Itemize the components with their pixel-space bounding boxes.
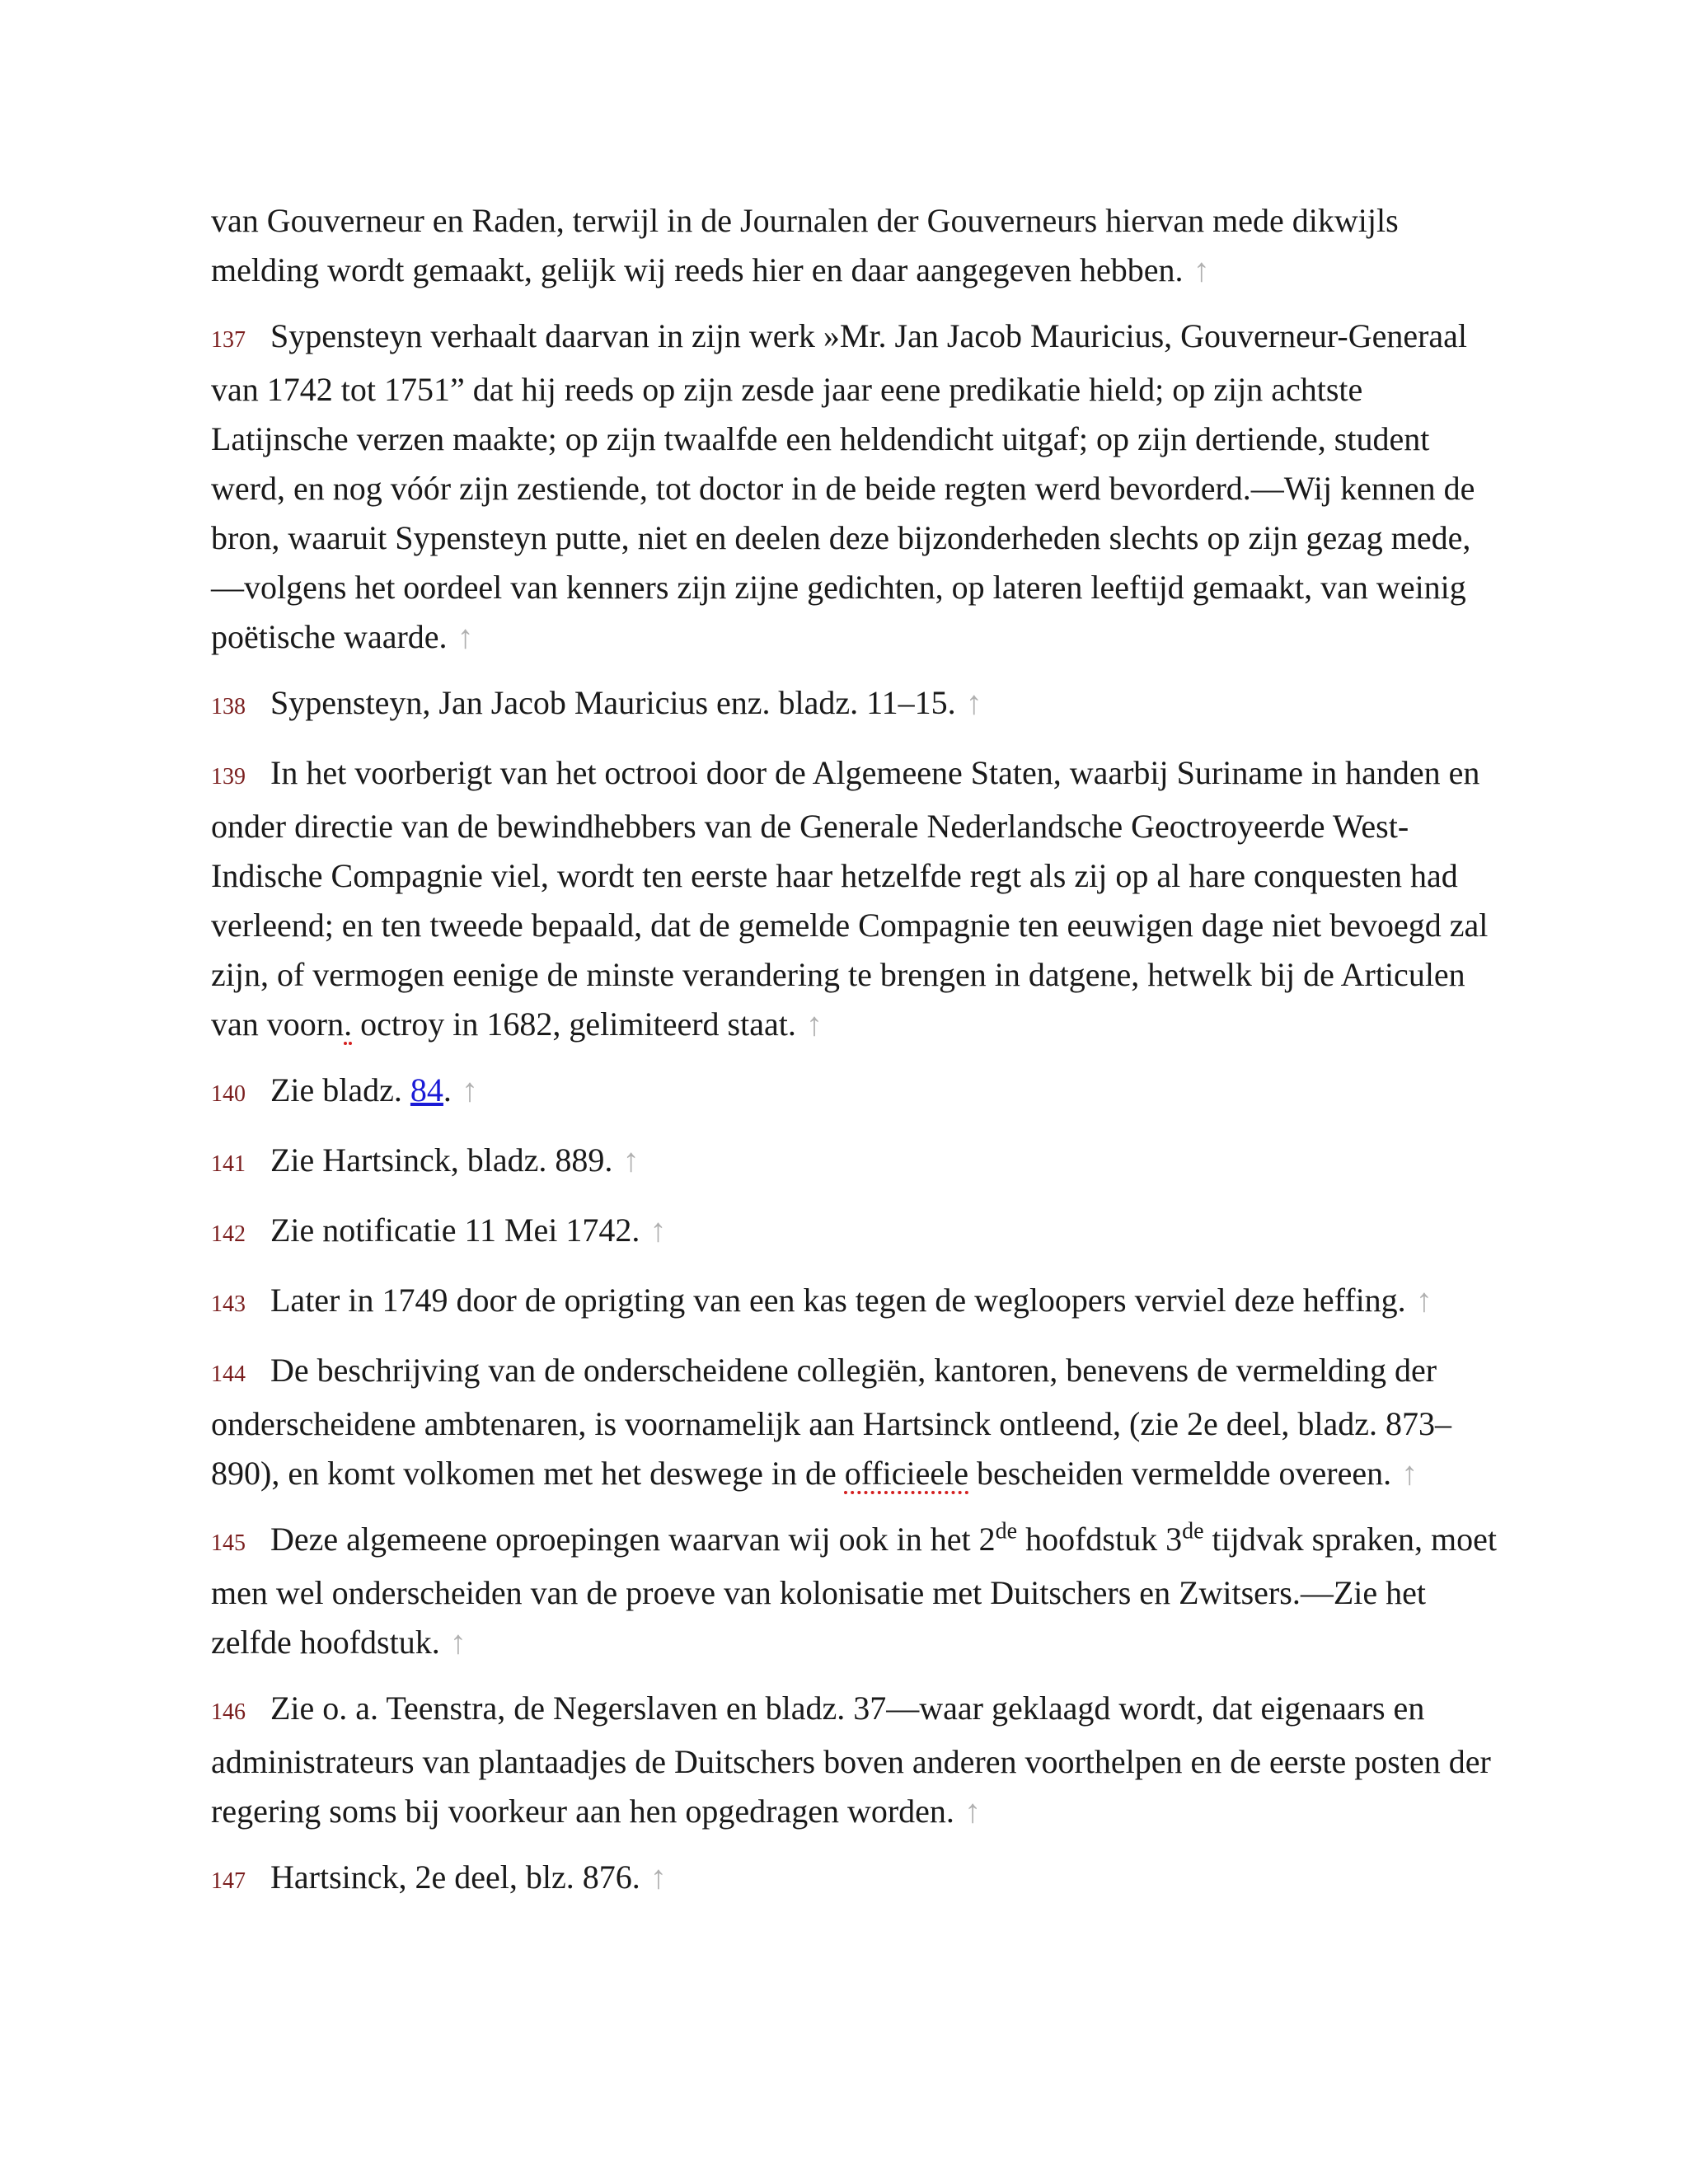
footnote-144 xyxy=(211,1346,1497,1498)
footnote-number[interactable]: 140 xyxy=(211,1081,246,1107)
footnote-number[interactable]: 145 xyxy=(211,1530,246,1556)
back-arrow-icon[interactable]: ↑ xyxy=(461,1071,478,1108)
footnote-number[interactable]: 139 xyxy=(211,764,246,790)
footnote-text: Zie notificatie 11 Mei 1742. xyxy=(270,1212,640,1249)
footnote-text: De beschrijving van de onderscheidene collegiën, kantoren, benevens de vermelding der onderscheidene ambtenaren, is voornamelijk aan Hartsinck ontleend, (zie 2e deel, bladz. 873–890), en komt volkomen met het deswege in de xyxy=(211,1352,1451,1492)
footnote-text: Zie bladz. xyxy=(270,1071,410,1108)
footnote-145 xyxy=(211,1515,1497,1667)
back-arrow-icon[interactable]: ↑ xyxy=(965,684,982,721)
page-link[interactable]: 84 xyxy=(410,1071,443,1108)
back-arrow-icon[interactable]: ↑ xyxy=(457,618,474,655)
back-arrow-icon[interactable]: ↑ xyxy=(649,1858,667,1896)
footnotes-page xyxy=(211,196,1497,1923)
footnote-number[interactable]: 146 xyxy=(211,1699,246,1725)
footnote-text: Zie Hartsinck, bladz. 889. xyxy=(270,1141,613,1179)
footnote-text: Deze algemeene oproepingen waarvan wij ook in het 2 xyxy=(270,1521,996,1558)
superscript: de xyxy=(1182,1518,1204,1544)
footnote-text: In het voorberigt van het octrooi door de Algemeene Staten, waarbij Suriname in handen en onder directie van de bewindhebbers van de Generale Nederlandsche Geoctroyeerde West-Indische Compagnie viel, wordt ten eerste haar hetzelfde regt als zij op al hare conquesten had verleend; en ten tweede bepaald, dat de gemelde Compagnie ten eeuwigen dage niet bevoegd zal zijn, of vermogen eenige de minste verandering te brengen in datgene, hetwelk bij de Articulen van voorn xyxy=(211,754,1489,1043)
footnote-number[interactable]: 137 xyxy=(211,327,246,353)
back-arrow-icon[interactable]: ↑ xyxy=(964,1793,981,1830)
footnote-number[interactable]: 144 xyxy=(211,1361,246,1387)
footnote-137 xyxy=(211,312,1497,662)
back-arrow-icon[interactable]: ↑ xyxy=(1415,1282,1432,1319)
footnote-text: Sypensteyn, Jan Jacob Mauricius enz. bladz. 11–15. xyxy=(270,684,956,721)
footnote-138 xyxy=(211,678,1497,732)
footnote-140 xyxy=(211,1066,1497,1119)
spelling-mark: officieele xyxy=(844,1455,968,1492)
back-arrow-icon[interactable]: ↑ xyxy=(649,1212,667,1249)
footnote-147 xyxy=(211,1853,1497,1906)
footnote-146 xyxy=(211,1684,1497,1836)
footnote-number[interactable]: 147 xyxy=(211,1868,246,1894)
spelling-mark: . xyxy=(344,1005,353,1043)
footnote-number[interactable]: 141 xyxy=(211,1151,246,1177)
footnote-142 xyxy=(211,1206,1497,1259)
footnote-text-end: tijdvak spraken, moet men wel onderscheiden van de proeve van kolonisatie met Duitschers en Zwitsers.—Zie het zelfde hoofdstuk. xyxy=(211,1521,1497,1661)
footnote-text: Sypensteyn verhaalt daarvan in zijn werk »Mr. Jan Jacob Mauricius, Gouverneur-Generaal van 1742 tot 1751” dat hij reeds op zijn zesde jaar eene predikatie hield; op zijn achtste Latijnsche verzen maakte; op zijn twaalfde een heldendicht uitgaf; op zijn dertiende, student werd, en nog vóór zijn zestiende, tot doctor in de beide regten werd bevorderd.—Wij kennen de bron, waaruit Sypensteyn putte, niet en deelen deze bijzonderheden slechts op zijn gezag mede,—volgens het oordeel van kenners zijn zijne gedichten, op lateren leeftijd gemaakt, van weinig poëtische waarde. xyxy=(211,317,1475,655)
superscript: de xyxy=(995,1518,1018,1544)
footnote-141 xyxy=(211,1136,1497,1189)
back-arrow-icon[interactable]: ↑ xyxy=(1193,251,1210,288)
footnote-text-mid: hoofdstuk 3 xyxy=(1017,1521,1183,1558)
footnote-number[interactable]: 143 xyxy=(211,1291,246,1317)
footnote-text: van Gouverneur en Raden, terwijl in de Journalen der Gouverneurs hiervan mede dikwijls melding wordt gemaakt, gelijk wij reeds hier en daar aangegeven hebben. xyxy=(211,202,1399,288)
footnote-text: Later in 1749 door de oprigting van een kas tegen de wegloopers verviel deze heffing. xyxy=(270,1282,1406,1319)
back-arrow-icon[interactable]: ↑ xyxy=(805,1005,823,1043)
continued-footnote xyxy=(211,196,1497,295)
footnote-text: Zie o. a. Teenstra, de Negerslaven en bladz. 37—waar geklaagd wordt, dat eigenaars en administrateurs van plantaadjes de Duitschers boven anderen voorthelpen en de eerste posten der regering soms bij voorkeur aan hen opgedragen worden. xyxy=(211,1690,1491,1830)
footnote-number[interactable]: 138 xyxy=(211,694,246,719)
footnote-text-end: bescheiden vermeldde overeen. xyxy=(968,1455,1392,1492)
footnote-text-end: . xyxy=(443,1071,452,1108)
back-arrow-icon[interactable]: ↑ xyxy=(622,1141,640,1179)
footnote-number[interactable]: 142 xyxy=(211,1221,246,1247)
back-arrow-icon[interactable]: ↑ xyxy=(1401,1455,1418,1492)
footnote-text: Hartsinck, 2e deel, blz. 876. xyxy=(270,1858,640,1896)
back-arrow-icon[interactable]: ↑ xyxy=(449,1624,467,1661)
footnote-text-end: octroy in 1682, gelimiteerd staat. xyxy=(352,1005,796,1043)
footnote-139 xyxy=(211,748,1497,1049)
footnote-143 xyxy=(211,1276,1497,1329)
